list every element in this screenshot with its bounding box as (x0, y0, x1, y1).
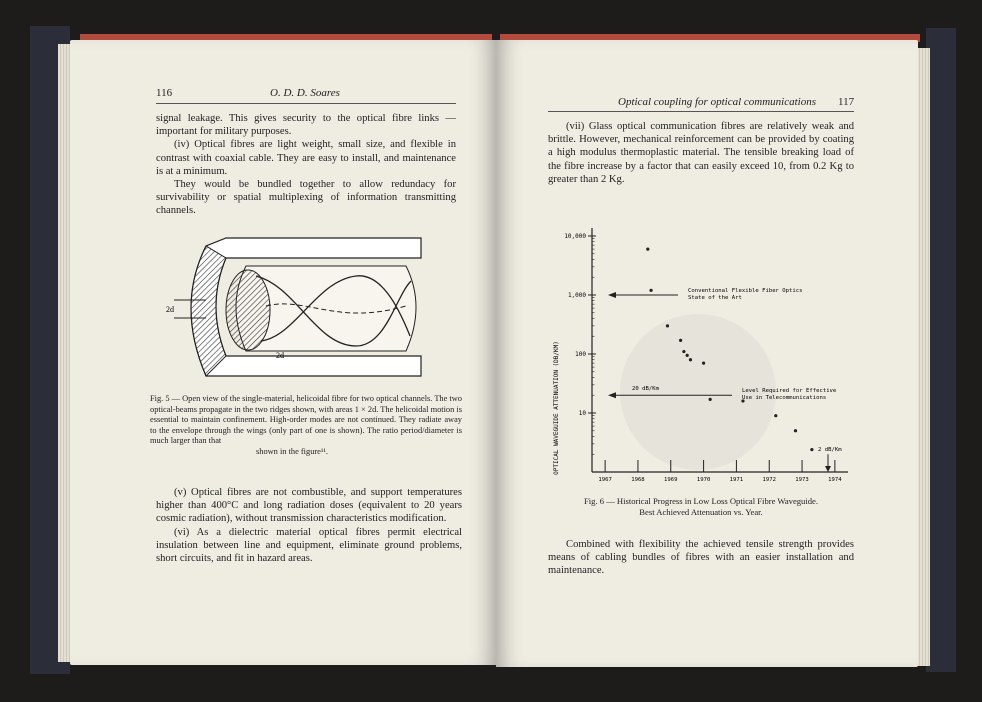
para-bundled: They would be bundled together to allow redundacy for survivability or spatial multiplexing of information transmitting channels. (156, 179, 456, 217)
chart-data-point (679, 339, 682, 342)
chart-data-point (702, 362, 705, 365)
right-header-rule (548, 111, 854, 112)
chart-data-point (810, 448, 813, 451)
fig5-label-2d-left: 2d (166, 305, 174, 314)
fig5-caption: Fig. 5 — Open view of the single-material, helicoidal fibre for two optical channels. The two optical-beams propagate in the two ridges shown, with areas 1 × 2d. The helicoidal motion is essential to maintain confinement. High-order modes are not continued. They radiate away to the envelope through the wings (only part of one is shown). The ratio period/diameter is much larger than that (150, 394, 462, 446)
left-running-head: O. D. D. Soares (270, 87, 340, 99)
chart-data-point (794, 429, 797, 432)
chart-y-tick-label: 100 (575, 351, 586, 358)
fig5-caption-end: shown in the figure¹¹. (256, 447, 329, 456)
db2-arrow-head (825, 466, 831, 472)
left-header-rule (156, 103, 456, 104)
db20-label: 20 dB/Km (632, 386, 659, 393)
level-arrow-head (608, 392, 616, 398)
book-cover-right (926, 28, 956, 672)
left-page (70, 40, 496, 665)
chart-data-point (686, 354, 689, 357)
chart-x-tick-label: 1967 (598, 477, 612, 483)
para-v: (v) Optical fibres are not combustible, and support temperatures higher than 400°C and long radiation doses (equivalent to 20 years cosmic radiation), without transmission characteristics modification. (156, 487, 462, 525)
right-page-number: 117 (838, 96, 855, 108)
fig5-cross-section (226, 270, 270, 350)
page-stack-right (916, 48, 930, 666)
chart-ylabel: OPTICAL WAVEGUIDE ATTENUATION (DB/KM) (553, 341, 560, 475)
chart-data-point (709, 398, 712, 401)
db2-label: 2 dB/Km (818, 447, 842, 454)
level-label-1: Level Required for Effective (742, 388, 837, 395)
chart-data-point (649, 289, 652, 292)
right-text-bottom (548, 538, 854, 578)
chart-data-point (666, 324, 669, 327)
chart-x-tick-label: 1969 (664, 477, 678, 483)
chart-data-point (689, 358, 692, 361)
chart-y-tick-label: 10,000 (564, 233, 586, 240)
left-text-top (156, 112, 456, 218)
chart-data-point (682, 350, 685, 353)
right-running-head: Optical coupling for optical communications (618, 96, 816, 108)
chart-x-tick-label: 1968 (631, 477, 645, 483)
chart-x-tick-label: 1974 (828, 477, 842, 483)
level-label-2: Use in Telecommunications (742, 395, 827, 402)
fig5-label-2d-right: 2d (276, 351, 284, 360)
conventional-arrow-head (608, 292, 616, 298)
chart-data-point (774, 414, 777, 417)
left-page-number: 116 (156, 87, 173, 99)
right-text-top (548, 120, 854, 186)
chart-y-tick-label: 10 (578, 410, 586, 417)
fig6-attenuation-chart (548, 212, 854, 494)
para-iv: (iv) Optical fibres are light weight, small size, and flexible in contrast with coaxial cable. They are easy to install, and maintenance is at a minimum. (156, 139, 456, 177)
para-vii: (vii) Glass optical communication fibres are relatively weak and brittle. However, mechanical reinforcement can be provided by coating a high modulus thermoplastic material. The tensible breaking load of the fibre increase by a factor that can easily exceed 10, from 0.2 Kg to greater than 2 Kg. (548, 121, 854, 185)
chart-data-point (646, 247, 649, 250)
fig5-helicoidal-fibre-illustration (166, 226, 456, 386)
chart-x-tick-label: 1973 (795, 477, 809, 483)
fig6-caption-line2: Best Achieved Attenuation vs. Year. (639, 507, 763, 517)
left-text-bottom (156, 486, 462, 565)
chart-x-tick-label: 1971 (729, 477, 744, 483)
right-page (496, 40, 918, 667)
para-signal-leakage: signal leakage. This gives security to the optical fibre links — important for military purposes. (156, 113, 456, 138)
chart-y-tick-label: 1,000 (567, 292, 586, 299)
chart-x-tick-label: 1972 (762, 477, 776, 483)
para-vi: (vi) As a dielectric material optical fibres permit electrical insulation between line and equipment, eliminate ground problems, short circuits, and fit in hazard areas. (156, 526, 462, 565)
state-of-art-label: State of the Art (688, 295, 742, 301)
conventional-label: Conventional Flexible Fiber Optics (688, 288, 803, 294)
fig6-caption-line1: Fig. 6 — Historical Progress in Low Loss Optical Fibre Waveguide. (583, 496, 818, 506)
chart-x-tick-label: 1970 (696, 477, 711, 483)
para-combined: Combined with flexibility the achieved tensile strength provides means of cabling bundles of fibres with an easier installation and maintenance. (548, 539, 854, 577)
fig5-envelope-hatch (191, 246, 226, 376)
